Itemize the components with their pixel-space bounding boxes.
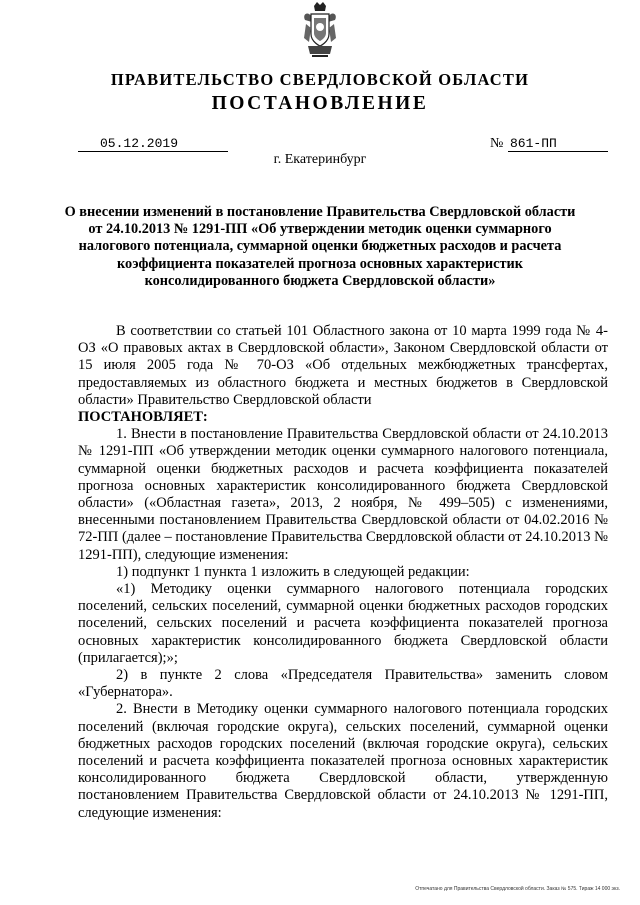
document-title: О внесении изменений в постановление Правительства Свердловской области от 24.10.2013 № 1291-ПП «Об утверждении методик оценки суммарного налогового потенциала, суммарной оценки бюджетных расходов и расчета коэффициента показателей прогноза основных характеристик консолидированного бюджета Свердловской области» <box>64 204 576 289</box>
document-body <box>78 323 608 822</box>
resolves-heading: ПОСТАНОВЛЯЕТ: <box>78 409 208 426</box>
quoted-text: «1) Методику оценки суммарного налогового потенциала городских поселений, сельских поселений, суммарной оценки бюджетных расходов городских поселений, сельских поселений и расчета коэффициента показателей прогноза основных характеристик консолидированного бюджета Свердловской области (прилагается);»; <box>78 581 608 666</box>
print-footer: Отпечатано для Правительства Свердловской области. Заказ № 575. Тираж 14 000 экз. <box>415 886 620 892</box>
number-sign: № <box>490 136 504 151</box>
subitem-1: 1) подпункт 1 пункта 1 изложить в следующей редакции: <box>116 563 470 580</box>
preamble-paragraph: В соответствии со статьей 101 Областного закона от 10 марта 1999 года № 4-ОЗ «О правовых актах в Свердловской области», Законом Свердловской области от 15 июля 2005 года № 70-ОЗ «Об отдельных межбюджетных трансфертах, предоставляемых из областного бюджета и местных бюджетов в Свердловской области» Правительство Свердловской области <box>78 323 608 408</box>
document-type: ПОСТАНОВЛЕНИЕ <box>211 93 429 114</box>
coat-of-arms-icon <box>300 2 340 60</box>
paragraph-item-2: 2. Внести в Методику оценки суммарного налогового потенциала городских поселений (включая городские округа), сельских поселений, суммарной оценки бюджетных расходов городских поселений (включая городские округа), сельских поселений и расчета коэффициента показателей прогноза основных характеристик консолидированного бюджета Свердловской области, утвержденную постановлением Правительства Свердловской области от 24.10.2013 № 1291-ПП, следующие изменения: <box>78 701 608 821</box>
document-number: 861-ПП <box>510 136 557 151</box>
government-name: ПРАВИТЕЛЬСТВО СВЕРДЛОВСКОЙ ОБЛАСТИ <box>110 70 530 89</box>
document-date: 05.12.2019 <box>100 136 179 151</box>
paragraph-item-1: 1. Внести в постановление Правительства Свердловской области от 24.10.2013 № 1291-ПП «Об утверждении методик оценки суммарного налогового потенциала, суммарной оценки бюджетных расходов и расчета коэффициента показателей прогноза основных характеристик консолидированного бюджета Свердловской области» («Областная газета», 2013, 2 ноября, № 499–505) с изменениями, внесенными постановлением Правительства Свердловской области от 04.02.2016 № 72-ПП (далее – постановление Правительства Свердловской области от 24.10.2013 № 1291-ПП), следующие изменения: <box>78 426 608 563</box>
subitem-2: 2) в пункте 2 слова «Председателя Правительства» заменить словом «Губернатора». <box>78 667 608 701</box>
city: г. Екатеринбург <box>273 152 367 167</box>
